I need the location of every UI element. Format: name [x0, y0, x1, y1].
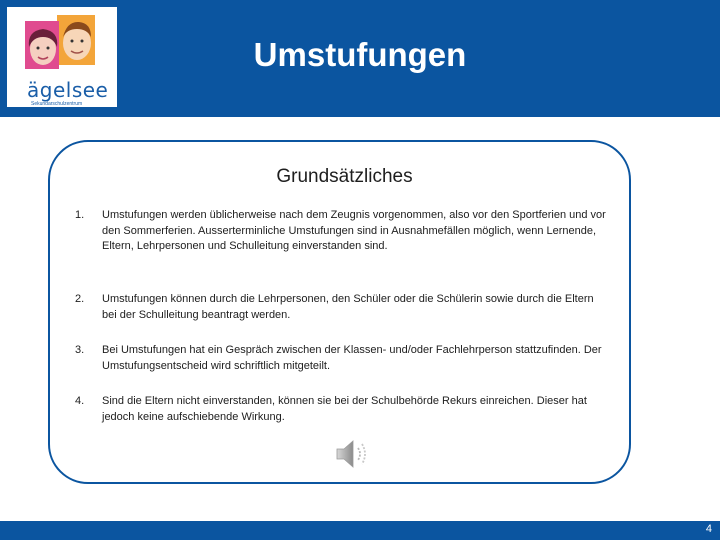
item-number: 3.	[75, 344, 85, 356]
item-number: 4.	[75, 395, 85, 407]
item-number: 2.	[75, 293, 85, 305]
content-card	[48, 140, 631, 484]
page-number: 4	[705, 523, 712, 535]
item-text: Bei Umstufungen hat ein Gespräch zwischen der Klassen- und/oder Fachlehrperson stattzufinden. Der Umstufungsentscheid wird schriftlich mitgeteilt.	[102, 344, 602, 372]
logo-subtitle: Sekundarschulzentrum	[31, 101, 83, 107]
item-text: Umstufungen werden üblicherweise nach dem Zeugnis vorgenommen, also vor den Sportferien und vor den Sommerferien. Ausserterminliche Umstufungen sind in Ausnahmefällen möglich, wenn Lernende, Eltern, Lehrpersonen und Schulleitung einverstanden sind.	[102, 209, 606, 252]
header-bar	[0, 0, 720, 117]
item-text: Sind die Eltern nicht einverstanden, können sie bei der Schulbehörde Rekurs einreichen. Dieser hat jedoch keine aufschiebende Wirkung.	[102, 395, 587, 423]
footer-bar	[0, 521, 720, 540]
speaker-icon[interactable]	[333, 436, 373, 477]
slide-title: Umstufungen	[253, 36, 467, 73]
item-number: 1.	[75, 209, 85, 221]
logo-name: ägelsee	[27, 78, 109, 102]
item-text: Umstufungen können durch die Lehrpersonen, den Schüler oder die Schülerin sowie durch die Eltern bei der Schulleitung beantragt werden.	[102, 293, 594, 321]
card-heading: Grundsätzliches	[276, 166, 413, 187]
